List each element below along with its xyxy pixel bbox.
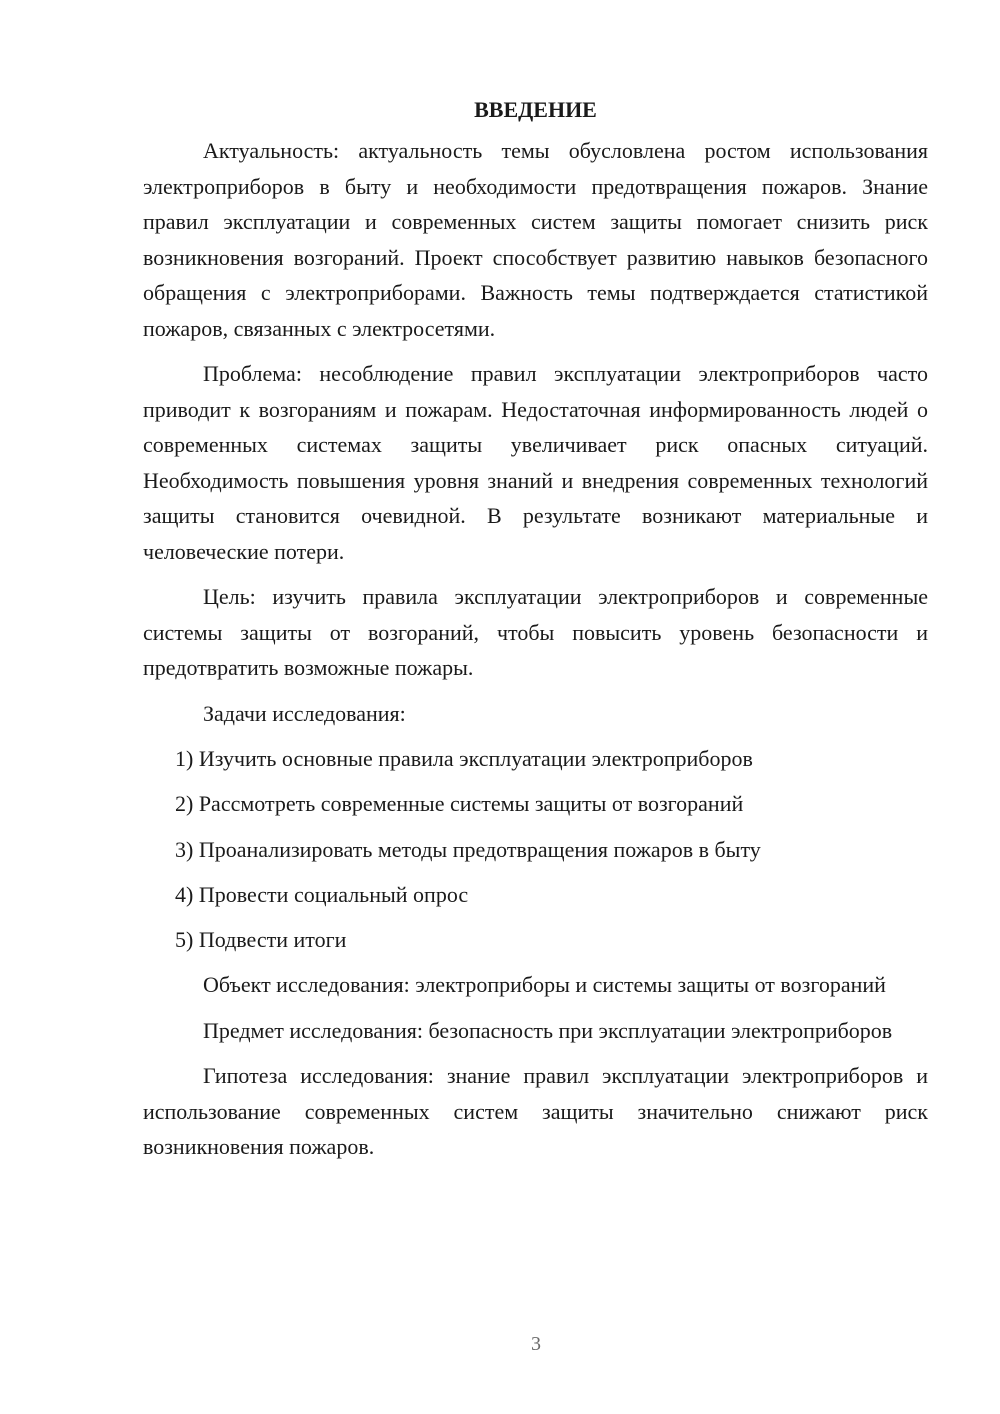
goal-paragraph: Цель: изучить правила эксплуатации электроприборов и современные системы защиты от возгораний, чтобы повысить уровень безопасности и предотвратить возможные пожары. bbox=[143, 584, 928, 680]
section-title: ВВЕДЕНИЕ bbox=[474, 97, 597, 122]
problem-paragraph: Проблема: несоблюдение правил эксплуатации электроприборов часто приводит к возгораниям и пожарам. Недостаточная информированность людей о современных системах защиты увеличивает риск опасных ситуаций. Необходимость повышения уровня знаний и внедрения современных технологий защиты становится очевидной. В результате возникают материальные и человеческие потери. bbox=[143, 361, 928, 564]
task-item: 1) Изучить основные правила эксплуатации электроприборов bbox=[175, 746, 753, 771]
task-list bbox=[143, 741, 928, 958]
task-item: 4) Провести социальный опрос bbox=[175, 881, 469, 907]
hypothesis-paragraph: Гипотеза исследования: знание правил эксплуатации электроприборов и использование современных систем защиты значительно снижают риск возникновения пожаров. bbox=[143, 1063, 928, 1160]
page-number: 3 bbox=[531, 1333, 541, 1355]
task-item: 3) Проанализировать методы предотвращения пожаров в быту bbox=[175, 836, 761, 862]
relevance-paragraph: Актуальность: актуальность темы обусловлена ростом использования электроприборов в быту и необходимости предотвращения пожаров. Знание правил эксплуатации и современных систем защиты помогает снизить риск возникновения возгораний. Проект способствует развитию навыков безопасного обращения с электроприборами. Важность темы подтверждается статистикой пожаров, связанных с электросетями. bbox=[143, 138, 928, 341]
object-paragraph: Объект исследования: электроприборы и системы защиты от возгораний bbox=[203, 972, 886, 998]
tasks-heading: Задачи исследования: bbox=[203, 700, 406, 726]
subject-paragraph: Предмет исследования: безопасность при эксплуатации электроприборов bbox=[203, 1017, 893, 1043]
task-item: 5) Подвести итоги bbox=[175, 927, 347, 953]
task-item: 2) Рассмотреть современные системы защиты от возгораний bbox=[175, 791, 744, 817]
document-page bbox=[143, 92, 928, 1175]
